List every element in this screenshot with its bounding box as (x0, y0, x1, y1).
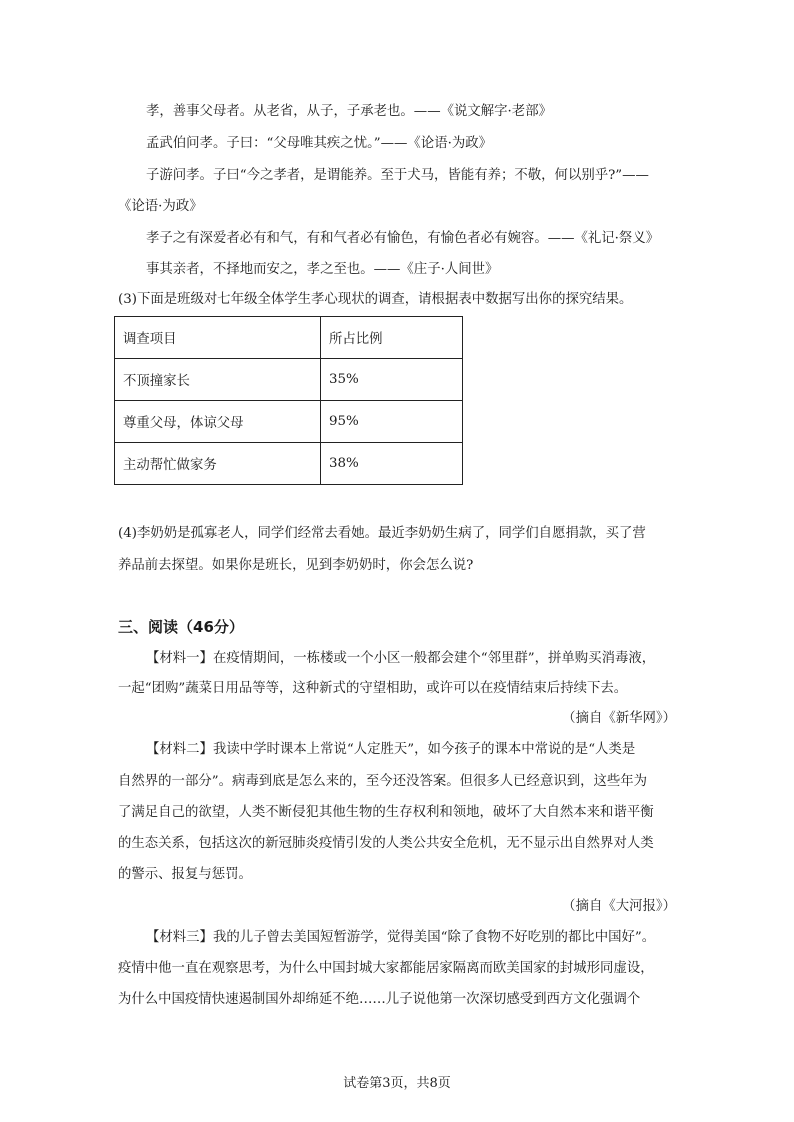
table-cell: 不顶撞家长 (115, 359, 321, 401)
material-2-line: 【材料二】我读中学时课本上常说“人定胜天”，如今孩子的课本中常说的是“人类是 (146, 742, 636, 757)
material-1-line: 【材料一】在疫情期间，一栋楼或一个小区一般都会建个“邻里群”，拼单购买消毒液， (146, 651, 656, 666)
question-3: (3)下面是班级对七年级全体学生孝心现状的调查，请根据表中数据写出你的探究结果。 (118, 292, 633, 307)
quote-line: 孟武伯问孝。子曰：“父母唯其疾之忧。”——《论语·为政》 (146, 136, 493, 151)
quote-line: 《论语·为政》 (118, 199, 203, 214)
survey-table (114, 316, 463, 485)
material-1-line: 一起“团购”蔬菜日用品等等，这种新式的守望相助，或许可以在疫情结束后持续下去。 (118, 681, 628, 696)
quote-line: 子游问孝。子曰“今之孝者，是谓能养。至于犬马，皆能有养；不敬，何以别乎?”—— (146, 168, 649, 183)
table-header-row (115, 317, 463, 359)
quote-line: 事其亲者，不择地而安之，孝之至也。——《庄子·人间世》 (146, 262, 499, 277)
table-header-cell: 所占比例 (321, 317, 463, 359)
table-cell: 35% (321, 359, 463, 401)
material-3-line: 为什么中国疫情快速遏制国外却绵延不绝……儿子说他第一次深切感受到西方文化强调个 (118, 992, 641, 1007)
table-row (115, 359, 463, 401)
table-cell: 尊重父母，体谅父母 (115, 401, 321, 443)
material-3-line: 【材料三】我的儿子曾去美国短暂游学，觉得美国“除了食物不好吃别的都比中国好”。 (146, 930, 656, 945)
material-2-line: 的警示、报复与惩罚。 (118, 867, 252, 882)
table-cell: 38% (321, 443, 463, 485)
material-2-line: 了满足自己的欲望，人类不断侵犯其他生物的生存权利和领地，破坏了大自然本来和谐平衡 (118, 805, 654, 820)
material-2-line: 的生态关系，包括这次的新冠肺炎疫情引发的人类公共安全危机，无不显示出自然界对人类 (118, 836, 654, 851)
section-title: 三、阅读（46分） (118, 618, 244, 636)
quote-line: 孝，善事父母者。从老省，从子，子承老也。——《说文解字·老部》 (146, 104, 552, 119)
quote-line: 孝子之有深爱者必有和气，有和气者必有愉色，有愉色者必有婉容。——《礼记·祭义》 (146, 231, 660, 246)
table-cell: 主动帮忙做家务 (115, 443, 321, 485)
page-footer: 试卷第3页，共8页 (343, 1076, 451, 1091)
material-2-source: （摘自《大河报》） (562, 899, 676, 914)
table-header-cell: 调查项目 (115, 317, 321, 359)
material-2-line: 自然界的一部分”。病毒到底是怎么来的，至今还没答案。但很多人已经意识到，这些年为 (118, 774, 648, 789)
material-3-line: 疫情中他一直在观察思考，为什么中国封城大家都能居家隔离而欧美国家的封城形同虚设， (118, 961, 654, 976)
material-1-source: （摘自《新华网》） (562, 711, 676, 726)
question-4-line: 养品前去探望。如果你是班长，见到李奶奶时，你会怎么说? (118, 558, 474, 573)
table-row (115, 443, 463, 485)
table-cell: 95% (321, 401, 463, 443)
table-row (115, 401, 463, 443)
question-4-line: (4)李奶奶是孤寡老人，同学们经常去看她。最近李奶奶生病了，同学们自愿捐款，买了营 (118, 526, 646, 541)
